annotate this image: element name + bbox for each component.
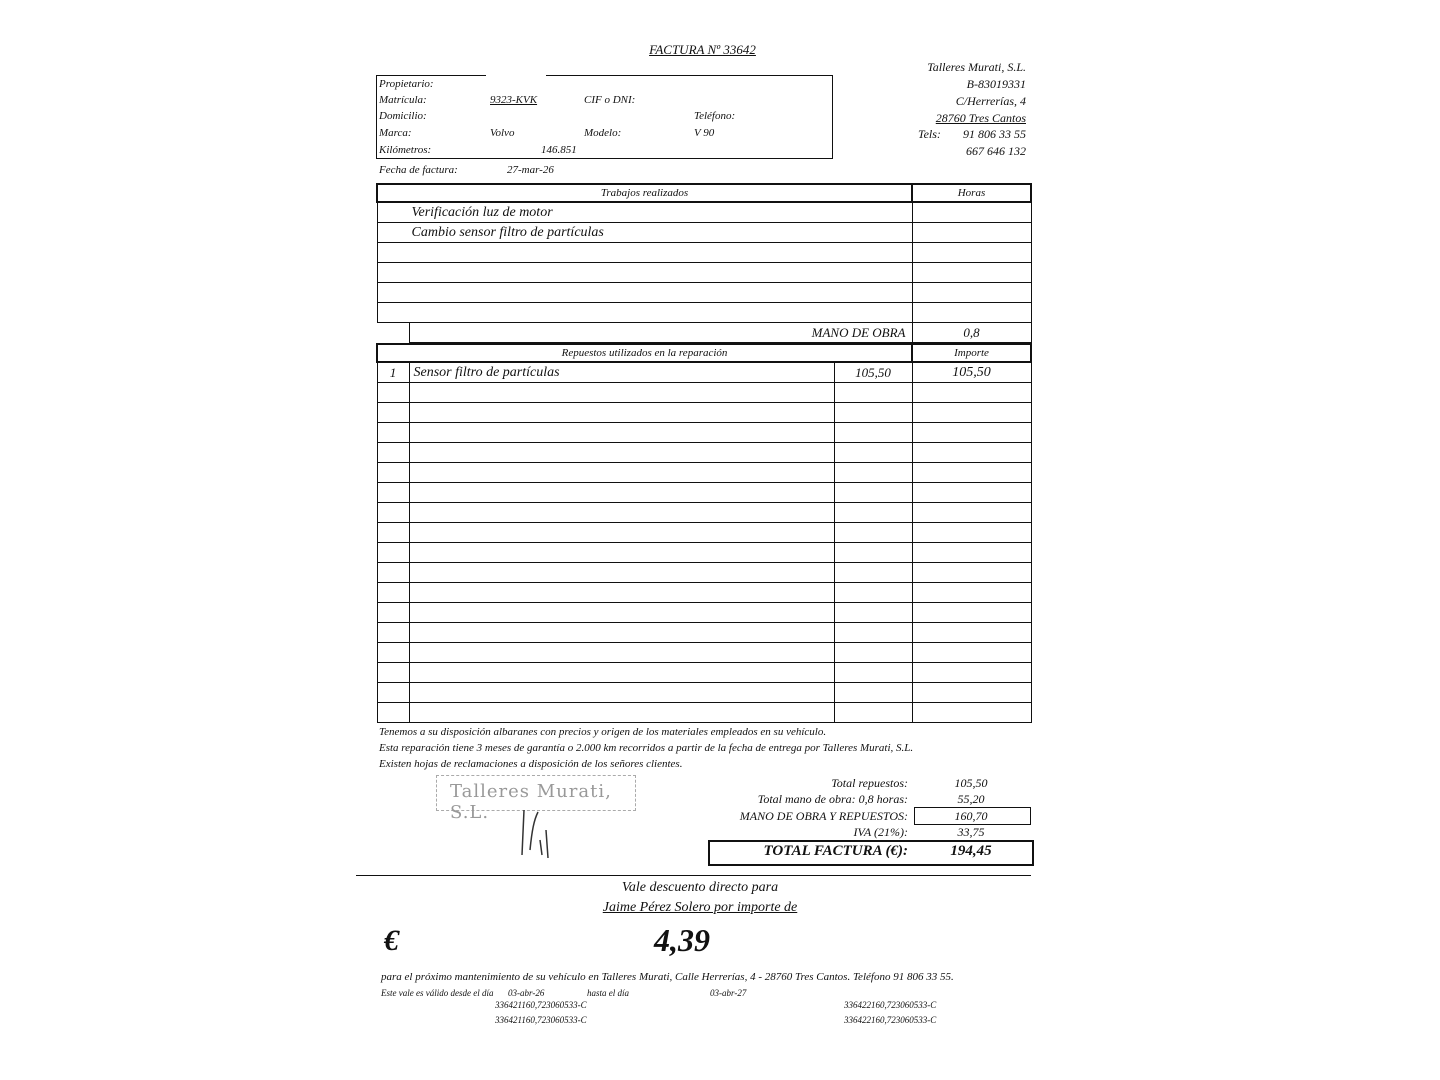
table-row [377, 383, 1031, 403]
table-row [377, 563, 1031, 583]
company-city: 28760 Tres Cantos [935, 111, 1026, 125]
mano-de-obra-value: 0,8 [912, 323, 1031, 343]
domicilio-label: Domicilio: [379, 110, 427, 122]
voucher-code: 336421160,723060533-C [495, 1015, 587, 1025]
modelo-label: Modelo: [584, 127, 622, 139]
repuesto-amount: 105,50 [912, 362, 1031, 383]
total-value: 194,45 [950, 843, 992, 859]
valid-from-value: 03-abr-26 [508, 988, 545, 998]
table-row [377, 603, 1031, 623]
repuestos-header-importe: Importe [912, 344, 1031, 362]
voucher-text: para el próximo mantenimiento de su vehículo en Talleres Murati, Calle Herrerías, 4 - 28760 Tres Cantos. Teléfono 91 806 33 55. [381, 971, 954, 983]
voucher-code: 336422160,723060533-C [844, 1000, 937, 1010]
table-row [377, 483, 1031, 503]
table-row [377, 623, 1031, 643]
voucher-code: 336422160,723060533-C [844, 1015, 937, 1025]
table-row [377, 583, 1031, 603]
trabajo-line [377, 263, 912, 283]
km-value: 146.851 [541, 144, 577, 156]
cif-label: CIF o DNI: [584, 94, 636, 106]
table-row [377, 423, 1031, 443]
trabajo-line [377, 243, 912, 263]
trabajo-line [377, 303, 912, 323]
valid-from-label: Este vale es válido desde el día [381, 988, 494, 998]
company-street: C/Herrerías, 4 [955, 94, 1026, 108]
matricula-value: 9323-KVK [490, 94, 538, 106]
valid-to-label: hasta el día [587, 988, 629, 998]
propietario-label: Propietario: [379, 78, 434, 90]
signature [512, 800, 572, 860]
owner-box [376, 75, 833, 159]
voucher-line-2: Jaime Pérez Solero por importe de [602, 900, 798, 915]
table-row [377, 663, 1031, 683]
trabajos-header-horas: Horas [912, 184, 1031, 202]
table-row [377, 703, 1031, 723]
fecha-value: 27-mar-26 [507, 164, 554, 176]
repuestos-header-desc: Repuestos utilizados en la reparación [377, 344, 912, 362]
table-row [377, 463, 1031, 483]
km-label: Kilómetros: [379, 144, 432, 156]
table-row [377, 503, 1031, 523]
table-row [377, 543, 1031, 563]
fecha-label: Fecha de factura: [379, 164, 458, 176]
table-row [377, 683, 1031, 703]
total-repuestos-label: Total repuestos: [831, 776, 908, 790]
repuesto-qty: 1 [377, 362, 409, 383]
owner-box-gap [486, 73, 546, 77]
trabajo-line: Cambio sensor filtro de partículas [377, 223, 912, 243]
note-line-2: Esta reparación tiene 3 meses de garantía o 2.000 km recorridos a partir de la fecha de entrega por Talleres Murati, S.L. [379, 742, 914, 754]
subtotal-label: MANO DE OBRA Y REPUESTOS: [739, 809, 908, 823]
trabajo-line [377, 283, 912, 303]
total-repuestos-value: 105,50 [954, 776, 988, 790]
voucher-line-1: Vale descuento directo para [621, 880, 779, 895]
marca-value: Volvo [490, 127, 515, 139]
total-label: TOTAL FACTURA (€): [763, 843, 908, 859]
marca-label: Marca: [379, 127, 412, 139]
total-mano-label: Total mano de obra: 0,8 horas: [757, 792, 908, 806]
table-row [377, 523, 1031, 543]
company-phone1: 91 806 33 55 [963, 127, 1026, 141]
table-row [377, 643, 1031, 663]
table-row [377, 403, 1031, 423]
repuesto-desc: Sensor filtro de partículas [409, 362, 834, 383]
trabajos-table [376, 183, 1032, 343]
table-row [377, 443, 1031, 463]
iva-value: 33,75 [957, 825, 985, 839]
repuesto-price: 105,50 [834, 362, 912, 383]
note-line-1: Tenemos a su disposición albaranes con precios y origen de los materiales empleados en su vehículo. [379, 726, 827, 738]
repuestos-table [376, 343, 1032, 723]
company-tels-label: Tels: [918, 127, 941, 141]
matricula-label: Matrícula: [379, 94, 427, 106]
valid-to-value: 03-abr-27 [710, 988, 747, 998]
table-row [377, 362, 1031, 383]
voucher-amount: 4,39 [654, 922, 710, 958]
invoice-title: FACTURA Nº 33642 [649, 42, 756, 57]
stamp-text: Talleres Murati, S.L. [450, 781, 612, 823]
company-name: Talleres Murati, S.L. [927, 60, 1026, 74]
iva-label: IVA (21%): [853, 825, 908, 839]
total-mano-value: 55,20 [957, 792, 985, 806]
separator [356, 875, 1031, 876]
company-phone2: 667 646 132 [966, 144, 1026, 158]
voucher-currency: € [384, 924, 399, 957]
trabajos-header-desc: Trabajos realizados [377, 184, 912, 202]
mano-de-obra-label: MANO DE OBRA [409, 323, 912, 343]
telefono-label: Teléfono: [694, 110, 736, 122]
modelo-value: V 90 [694, 127, 715, 139]
note-line-3: Existen hojas de reclamaciones a disposición de los señores clientes. [379, 758, 683, 770]
voucher-code: 336421160,723060533-C [495, 1000, 587, 1010]
subtotal-value: 160,70 [954, 809, 988, 823]
trabajo-line: Verificación luz de motor [377, 202, 912, 223]
company-cif: B-83019331 [966, 77, 1026, 91]
